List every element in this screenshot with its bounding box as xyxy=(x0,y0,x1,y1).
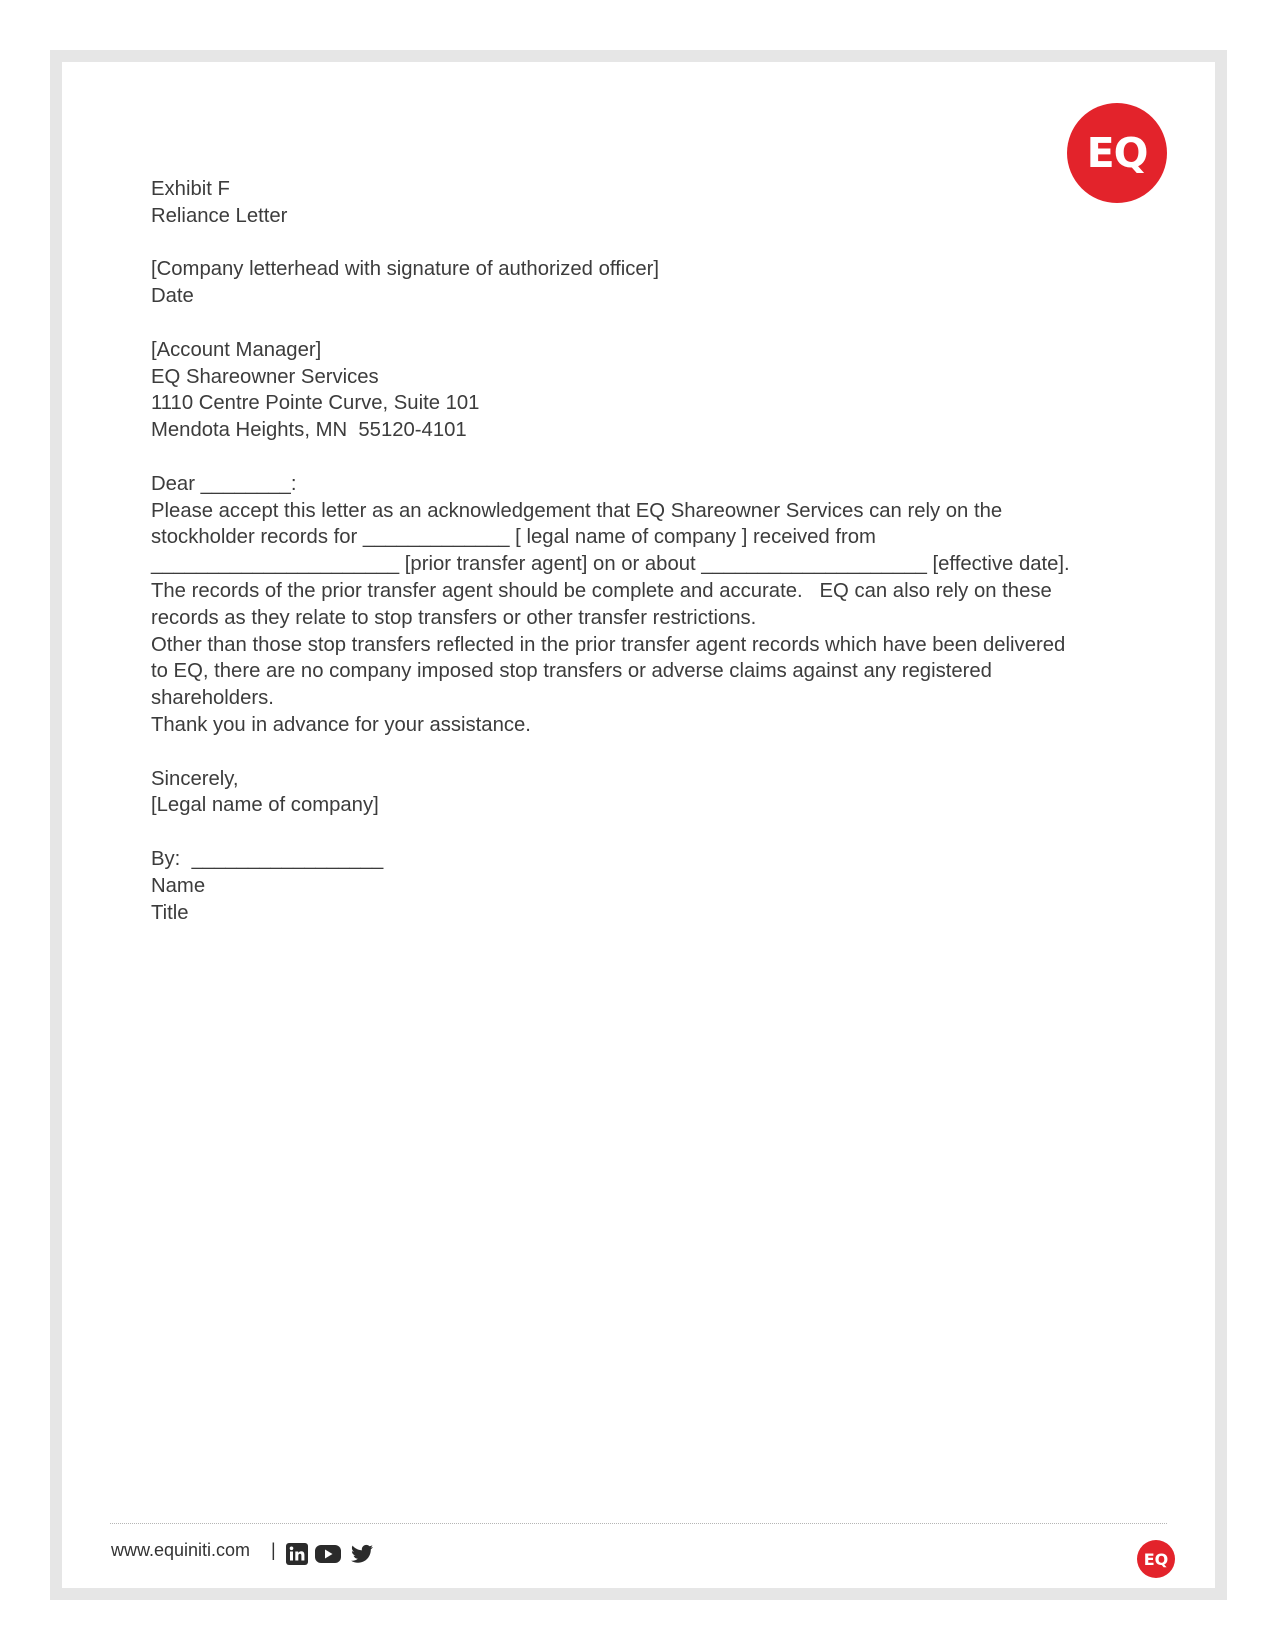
recipient-address xyxy=(151,337,1121,444)
address-line: [Account Manager] xyxy=(151,338,322,361)
date-line: Date xyxy=(151,285,194,308)
company-name-placeholder: [Legal name of company] xyxy=(151,794,379,817)
youtube-icon[interactable] xyxy=(315,1543,341,1565)
body-line: to EQ, there are no company imposed stop transfers or adverse claims against any registered xyxy=(151,660,992,683)
twitter-icon[interactable] xyxy=(351,1543,373,1565)
footer-divider xyxy=(110,1523,1167,1524)
body-line: shareholders. xyxy=(151,687,274,710)
body-paragraph xyxy=(151,498,1121,739)
eq-logo-text: EQ xyxy=(1086,129,1148,177)
letterhead-note: [Company letterhead with signature of authorized officer] xyxy=(151,258,660,281)
letterhead-block xyxy=(151,256,1121,310)
body-line: Other than those stop transfers reflected in the prior transfer agent records which have been delivered xyxy=(151,633,1066,656)
address-line: 1110 Centre Pointe Curve, Suite 101 xyxy=(151,392,480,415)
exhibit-label: Exhibit F xyxy=(151,178,230,200)
closing-line: Sincerely, xyxy=(151,767,239,790)
signature-line: By: _________________ xyxy=(151,847,384,870)
signature-block xyxy=(151,846,1121,926)
body-line: stockholder records for _____________ [ legal name of company ] received from xyxy=(151,526,876,549)
body-line: The records of the prior transfer agent should be complete and accurate. EQ can also rely on these xyxy=(151,579,1052,602)
eq-footer-logo xyxy=(1137,1540,1175,1578)
body-line: ______________________ [prior transfer agent] on or about ____________________ [effective date]. xyxy=(151,553,1070,576)
body-line: Please accept this letter as an acknowledgement that EQ Shareowner Services can rely on the xyxy=(151,499,1003,522)
website-link[interactable]: www.equiniti.com xyxy=(111,1540,251,1560)
letter-heading xyxy=(151,176,1121,230)
signer-name-label: Name xyxy=(151,874,206,897)
footer-separator: | xyxy=(271,1540,276,1560)
linkedin-icon[interactable] xyxy=(286,1543,308,1565)
body-line: records as they relate to stop transfers or other transfer restrictions. xyxy=(151,606,757,629)
body-line: Thank you in advance for your assistance. xyxy=(151,713,531,736)
salutation: Dear ________: xyxy=(151,472,297,495)
address-line: Mendota Heights, MN 55120-4101 xyxy=(151,419,467,442)
signer-title-label: Title xyxy=(151,901,189,924)
closing xyxy=(151,766,1121,820)
letter-body xyxy=(151,176,1121,926)
letter-title: Reliance Letter xyxy=(151,204,288,227)
address-line: EQ Shareowner Services xyxy=(151,365,379,388)
eq-footer-logo-text: EQ xyxy=(1143,1549,1169,1569)
